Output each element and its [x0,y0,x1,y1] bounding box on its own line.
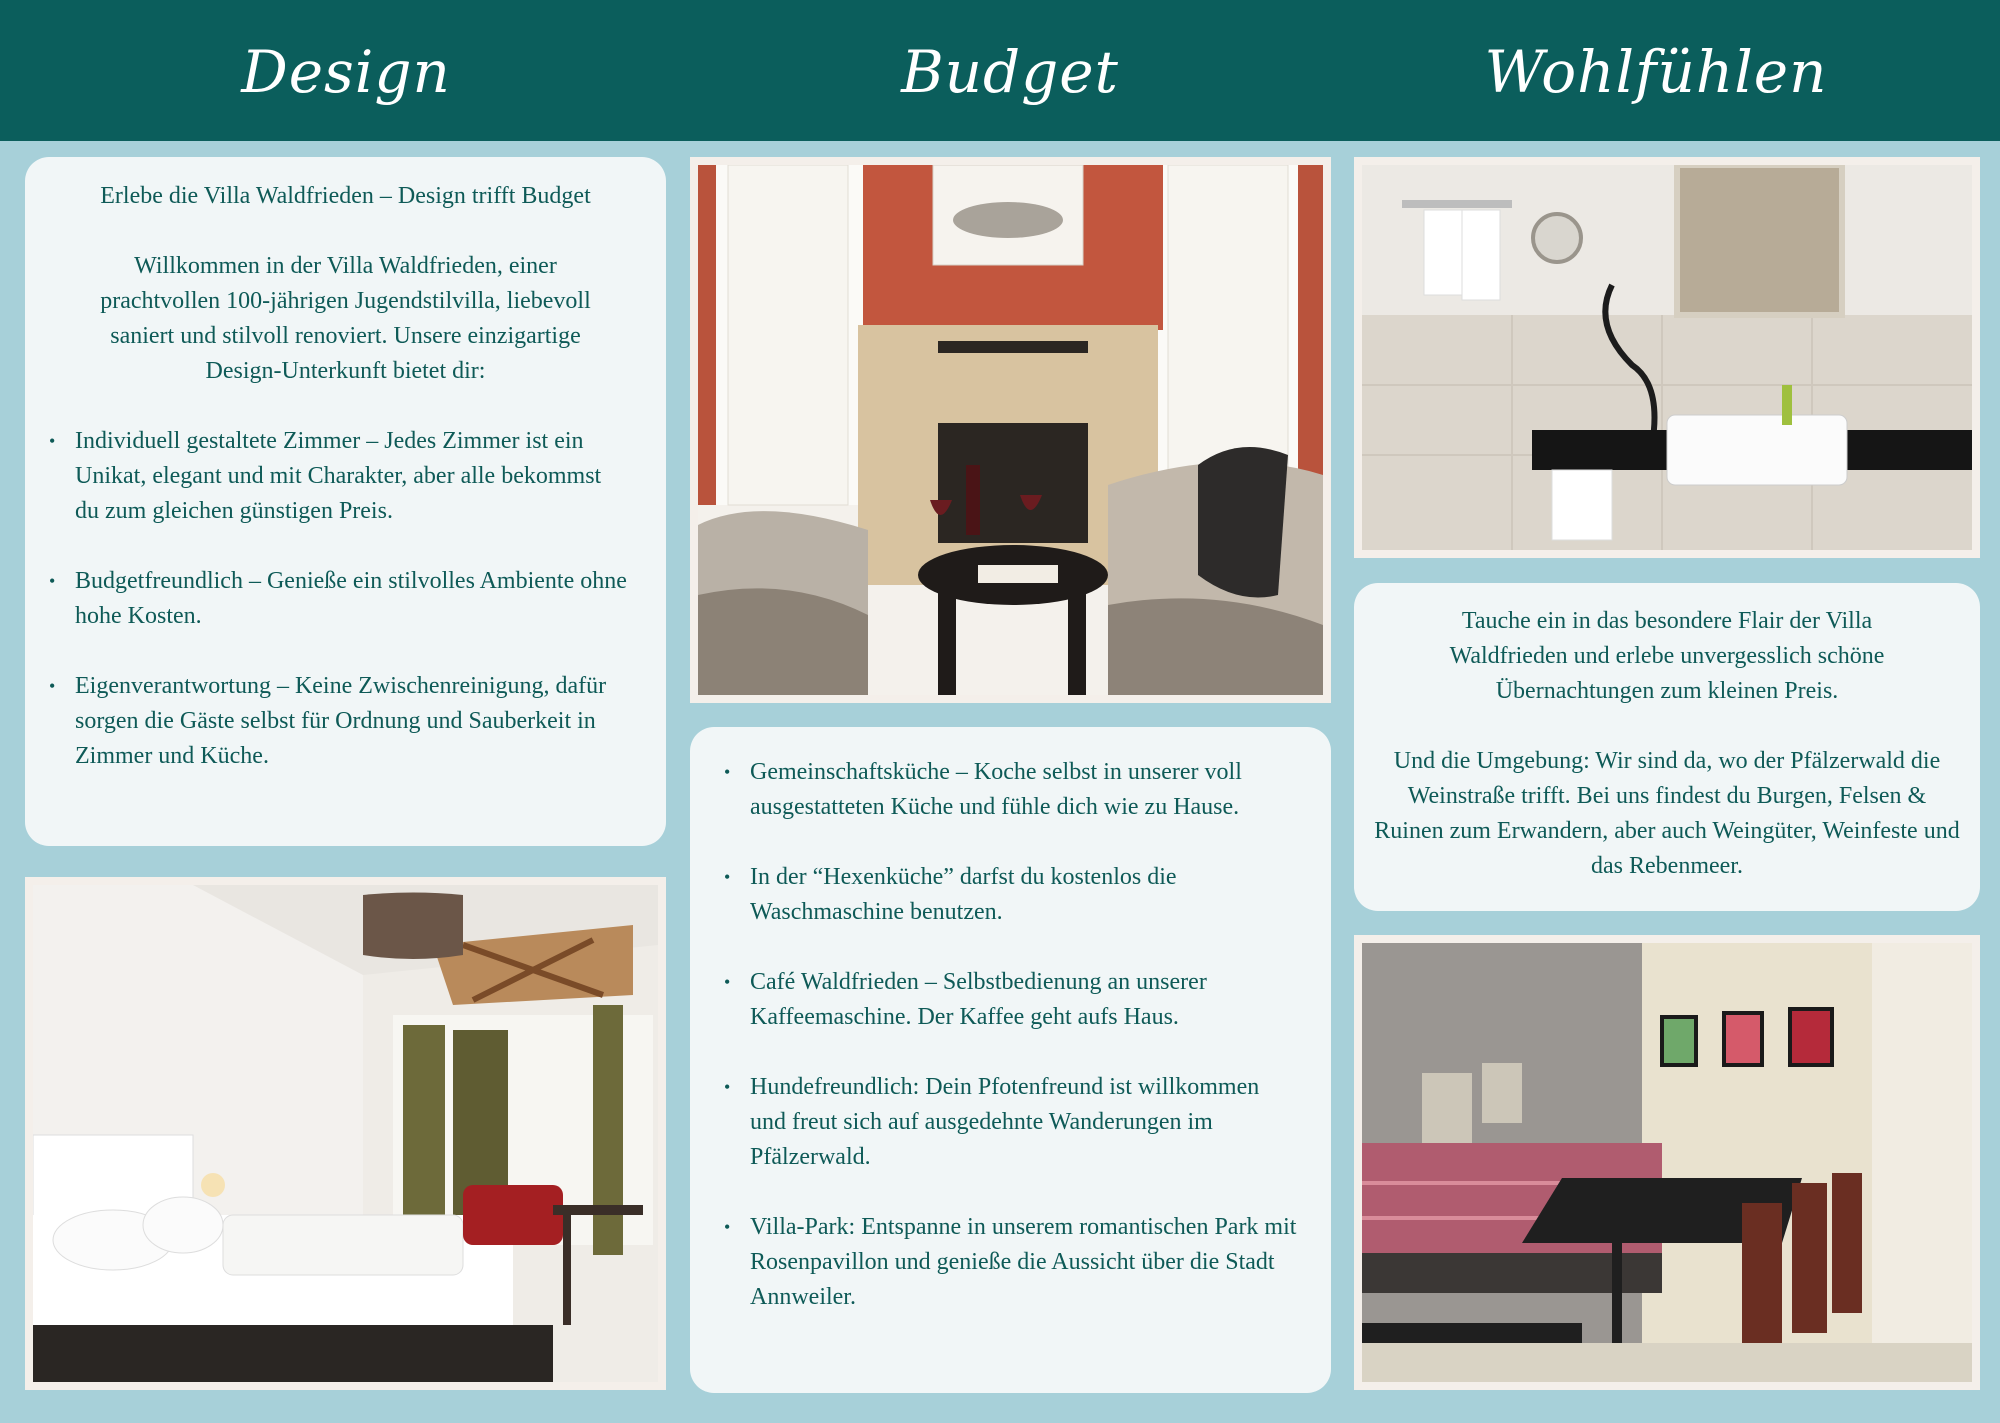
design-bullet-list [35,424,628,774]
intro-paragraph: Willkommen in der Villa Waldfrieden, einer prachtvollen 100-jährigen Jugendstilvilla, liebevoll saniert und stilvoll renoviert. Unsere einzigartige Design-Unterkunft bietet dir: [100,253,591,384]
fireplace-image [698,165,1323,695]
bathroom-image [1362,165,1972,550]
bedroom-photo [25,877,666,1390]
intro-card [25,157,666,846]
intro-heading: Erlebe die Villa Waldfrieden – Design trifft Budget [100,183,591,209]
column-title-design: Design [241,38,451,106]
list-item: • Eigenverantwortung – Keine Zwischenreinigung, dafür sorgen die Gäste selbst für Ordnung und Sauberkeit in Zimmer und Küche. [35,669,628,774]
breakfast-room-image [1362,943,1972,1382]
list-item: • Budgetfreundlich – Genieße ein stilvolles Ambiente ohne hohe Kosten. [35,564,628,634]
fireplace-photo [690,157,1331,703]
ambience-paragraph: Tauche ein in das besondere Flair der Villa Waldfrieden und erlebe unvergesslich schöne Übernachtungen zum kleinen Preis. [1449,608,1885,704]
ambience-card [1354,583,1980,911]
column-title-wohlfuehlen: Wohlfühlen [1484,38,1828,106]
surroundings-paragraph: Und die Umgebung: Wir sind da, wo der Pfälzerwald die Weinstraße trifft. Bei uns findest du Burgen, Felsen & Ruinen zum Erwandern, aber auch Weingüter, Weinfeste und das Rebenmeer. [1374,748,1960,879]
list-item: • Hundefreundlich: Dein Pfotenfreund ist willkommen und freut sich auf ausgedehnte Wanderungen im Pfälzerwald. [710,1070,1301,1175]
list-item: • In der “Hexenküche” darfst du kostenlos die Waschmaschine benutzen. [710,860,1301,930]
list-item: • Individuell gestaltete Zimmer – Jedes Zimmer ist ein Unikat, elegant und mit Charakter, aber alle bekommst du zum gleichen günstigen Preis. [35,424,628,529]
amenities-card [690,727,1331,1393]
header-band [0,0,2000,141]
breakfast-room-photo [1354,935,1980,1390]
amenities-bullet-list [710,755,1301,1315]
bathroom-photo [1354,157,1980,558]
bedroom-image [33,885,658,1382]
list-item: • Café Waldfrieden – Selbstbedienung an unserer Kaffeemaschine. Der Kaffee geht aufs Haus. [710,965,1301,1035]
column-title-budget: Budget [901,38,1119,106]
list-item: • Villa-Park: Entspanne in unserem romantischen Park mit Rosenpavillon und genieße die Aussicht über die Stadt Annweiler. [710,1210,1301,1315]
list-item: • Gemeinschaftsküche – Koche selbst in unserer voll ausgestatteten Küche und fühle dich wie zu Hause. [710,755,1301,825]
